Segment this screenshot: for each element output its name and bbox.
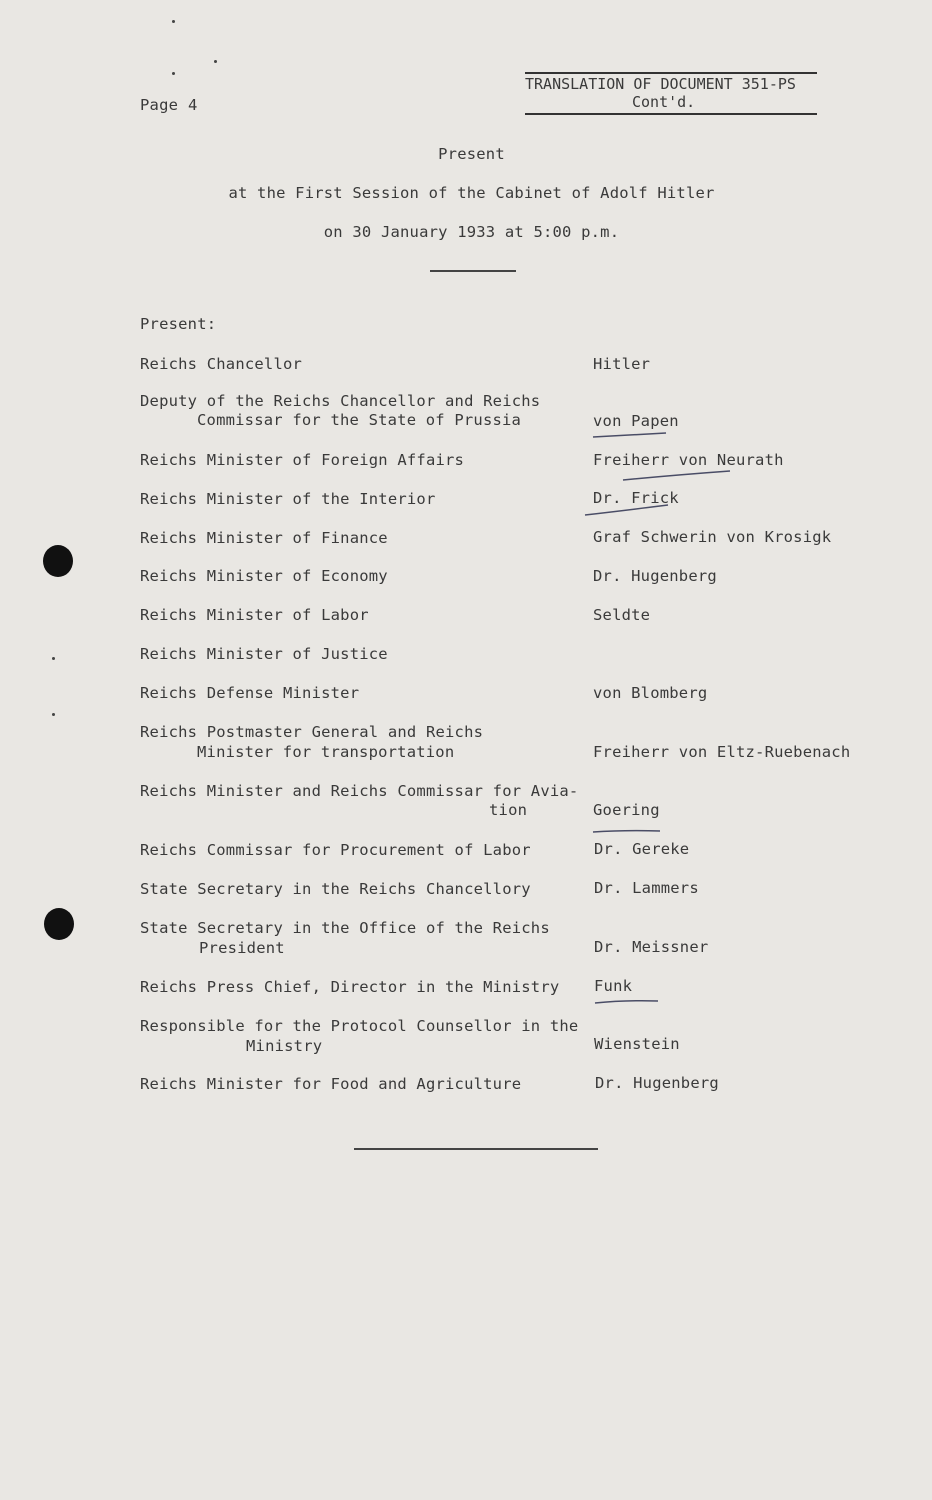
member-name: Hitler [593, 355, 651, 373]
document-header [525, 75, 817, 111]
title-present: Present [438, 145, 505, 163]
header-bottom-rule [525, 113, 817, 115]
member-name: Graf Schwerin von Krosigk [593, 528, 832, 546]
office-line: Reichs Minister of Labor [140, 606, 369, 624]
title-divider [430, 270, 516, 272]
office-line: State Secretary in the Reichs Chancellory [140, 880, 531, 898]
office-line: Reichs Defense Minister [140, 684, 360, 702]
office-line: Reichs Minister and Reichs Commissar for Avia- [140, 782, 579, 800]
member-name: Dr. Gereke [594, 840, 690, 858]
member-name: Dr. Hugenberg [593, 567, 717, 585]
member-name: von Papen [593, 412, 679, 430]
member-name: Freiherr von Neurath [593, 451, 784, 469]
speck [52, 657, 55, 660]
page-number: 4 [188, 96, 198, 114]
office-line: Reichs Minister of Justice [140, 645, 388, 663]
header-top-rule [525, 72, 817, 74]
office-line: State Secretary in the Office of the Reichs [140, 919, 550, 937]
member-name: Funk [594, 977, 633, 995]
office-line-cont: Commissar for the State of Prussia [197, 411, 522, 429]
closing-rule [354, 1148, 598, 1150]
pencil-underlines [580, 425, 870, 525]
office-line: Reichs Minister of Economy [140, 567, 388, 585]
office-line: Reichs Minister of Foreign Affairs [140, 451, 465, 469]
office-line: Reichs Minister for Food and Agriculture [140, 1075, 522, 1093]
member-name: Wienstein [594, 1035, 680, 1053]
present-label: Present: [140, 315, 217, 333]
member-name: von Blomberg [593, 684, 708, 702]
office-line-cont: Ministry [246, 1037, 323, 1055]
member-name: Dr. Hugenberg [595, 1074, 719, 1092]
punch-hole [43, 545, 73, 577]
speck [172, 72, 175, 75]
office-line: Reichs Commissar for Procurement of Labor [140, 841, 531, 859]
pencil-mark [585, 992, 665, 1012]
speck [214, 60, 217, 63]
punch-hole [44, 908, 74, 940]
speck [172, 20, 175, 23]
member-name: Goering [593, 801, 660, 819]
office-line: Reichs Minister of Finance [140, 529, 388, 547]
office-line: Reichs Chancellor [140, 355, 303, 373]
office-line: Reichs Press Chief, Director in the Ministry [140, 978, 560, 996]
pencil-mark [585, 820, 665, 840]
continued-label: Cont'd. [632, 93, 696, 111]
member-name: Dr. Lammers [594, 879, 699, 897]
office-line: Deputy of the Reichs Chancellor and Reichs [140, 392, 541, 410]
page-label: Page [140, 96, 179, 114]
office-line-cont: Minister for transportation [197, 743, 455, 761]
office-line: Reichs Postmaster General and Reichs [140, 723, 484, 741]
title-session: at the First Session of the Cabinet of Adolf Hitler [228, 184, 715, 202]
document-title: TRANSLATION OF DOCUMENT 351-PS [525, 75, 796, 93]
office-line: Responsible for the Protocol Counsellor in the [140, 1017, 579, 1035]
member-name: Dr. Meissner [594, 938, 709, 956]
speck [52, 713, 55, 716]
member-name: Freiherr von Eltz-Ruebenach [593, 743, 851, 761]
member-name: Seldte [593, 606, 651, 624]
office-line: Reichs Minister of the Interior [140, 490, 436, 508]
office-line-cont: tion [489, 801, 528, 819]
member-name: Dr. Frick [593, 489, 679, 507]
office-line-cont: President [199, 939, 285, 957]
title-date: on 30 January 1933 at 5:00 p.m. [323, 223, 620, 241]
